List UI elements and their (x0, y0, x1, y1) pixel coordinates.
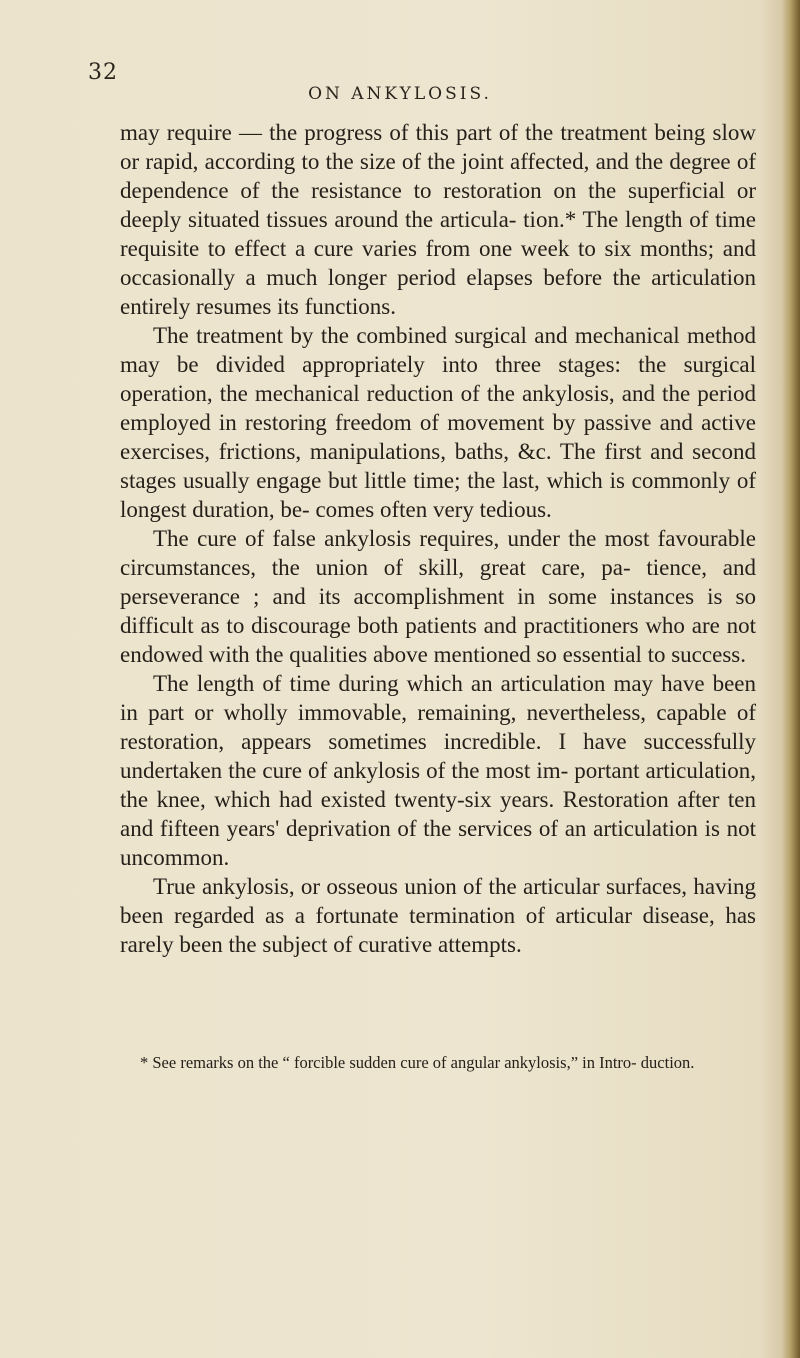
footnote (120, 1048, 756, 1078)
footnote-text: * See remarks on the “ forcible sudden cure of angular ankylosis,” in Intro- duction. (140, 1053, 695, 1072)
paragraph-3: The cure of false ankylosis requires, under the most favourable circumstances, the union of skill, great care, pa- tience, and perseverance ; and its accomplishment in some instances is so difficult as to discourage both patients and practitioners who are not endowed with the qualities above mentioned so essential to success. (120, 526, 756, 667)
page-number: 32 (88, 60, 118, 85)
page-edge-shadow (782, 0, 800, 1358)
paragraph-4: The length of time during which an articulation may have been in part or wholly immovable, remaining, nevertheless, capable of restoration, appears sometimes incredible. I have successfully undertaken the cure of ankylosis of the most im- portant articulation, the knee, which had existed twenty-six years. Restoration after ten and fifteen years' deprivation of the services of an articulation is not uncommon. (120, 671, 756, 870)
paragraph-1: may require — the progress of this part of the treatment being slow or rapid, according to the size of the joint affected, and the degree of dependence of the resistance to restoration on the superficial or deeply situated tissues around the articula- tion.* The length of time requisite to effect a cure varies from one week to six months; and occasionally a much longer period elapses before the articulation entirely resumes its functions. (120, 120, 756, 319)
paragraph-2: The treatment by the combined surgical and mechanical method may be divided appropriately into three stages: the surgical operation, the mechanical reduction of the ankylosis, and the period employed in restoring freedom of movement by passive and active exercises, frictions, manipulations, baths, &c. The first and second stages usually engage but little time; the last, which is commonly of longest duration, be- comes often very tedious. (120, 323, 756, 522)
paragraph-5: True ankylosis, or osseous union of the articular surfaces, having been regarded as a fortunate termination of articular disease, has rarely been the subject of curative attempts. (120, 874, 756, 957)
running-head: ON ANKYLOSIS. (308, 84, 492, 104)
body-text (120, 118, 756, 959)
